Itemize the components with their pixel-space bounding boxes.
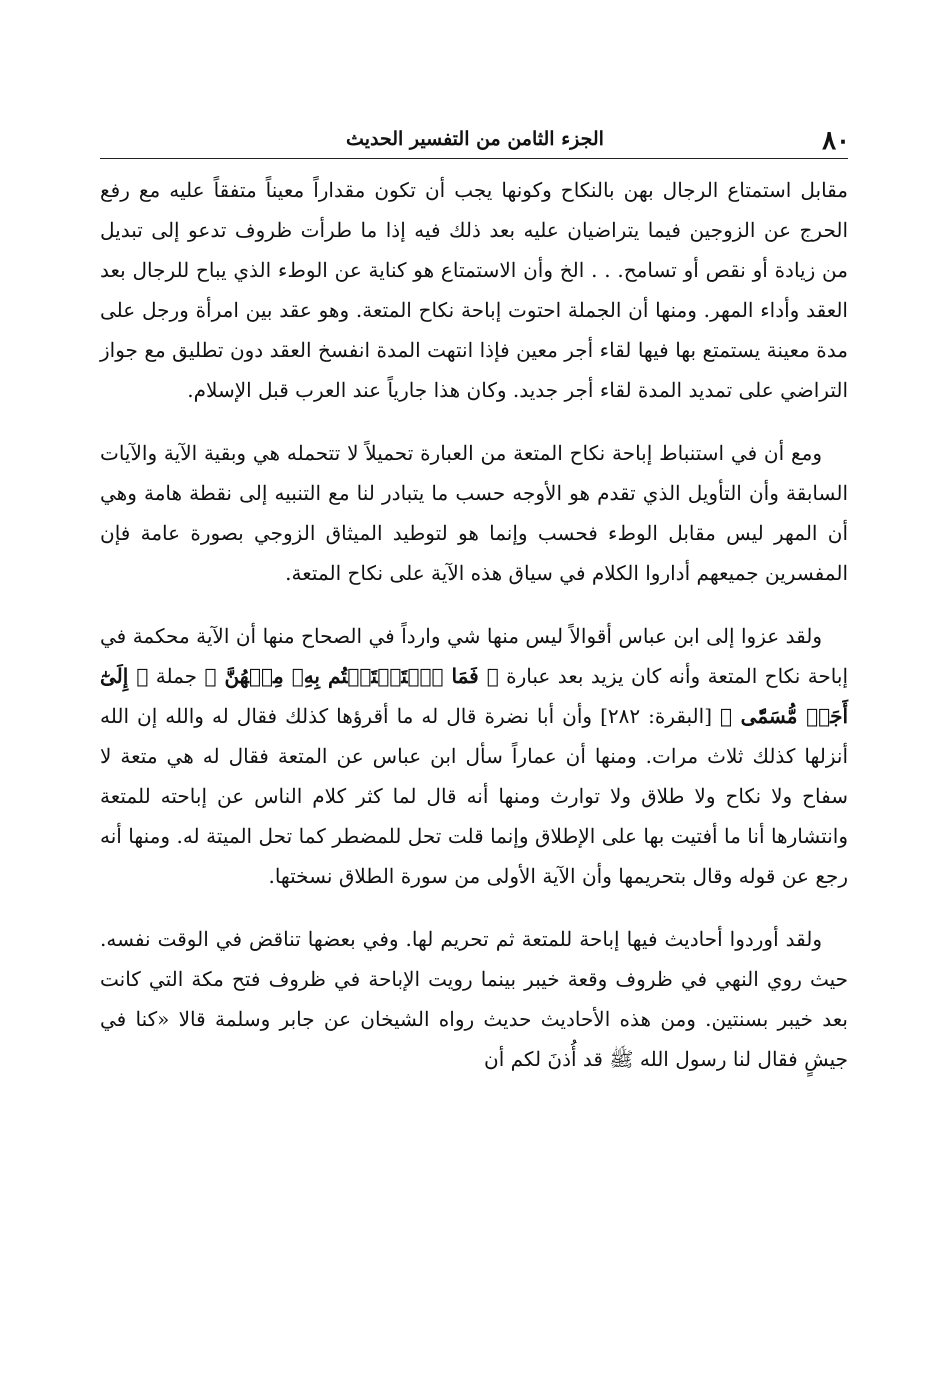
running-title: الجزء الثامن من التفسير الحديث [346,128,604,150]
header-rule [100,158,848,159]
paragraph-text: ومع أن في استنباط إباحة نكاح المتعة من العبارة تحميلاً لا تتحمله هي وبقية الآية والآيات السابقة وأن التأويل الذي تقدم هو الأوجه حسب ما يتبادر لنا مع التنبيه إلى نقطة هامة وهي أن المهر ليس مقابل الوطء فحسب وإنما هو لتوطيد الميثاق الزوجي بصورة عامة فإن المفسرين جميعهم أداروا الكلام في سياق هذه الآية على نكاح المتعة. [100,441,848,585]
paragraph [100,433,848,593]
paragraph [100,170,848,410]
paragraph-text: [البقرة: ٢٨٢] وأن أبا نضرة قال له ما أقرؤها كذلك فقال له والله إن الله أنزلها كذلك ثلاث مرات. ومنها أن عماراً سأل ابن عباس عن المتعة فقال له هي متعة لا سفاح ولا نكاح ولا طلاق ولا توارث ومنها أنه قال لما كثر كلام الناس عن إباحته للمتعة وانتشارها أنا ما أفتيت بها على الإطلاق وإنما قلت تحل للمضطر كما تحل الميتة له. ومنها أنه رجع عن قوله وقال بتحريمها وأن الآية الأولى من سورة الطلاق نسختها. [100,704,848,888]
paragraph-text: ولقد عزوا إلى ابن عباس أقوالاً ليس منها شي وارداً في الصحاح منها أن الآية محكمة في إباحة نكاح المتعة وأنه كان يزيد بعد عبارة [100,624,849,688]
paragraph-text: ولقد أوردوا أحاديث فيها إباحة للمتعة ثم تحريم لها. وفي بعضها تناقض في الوقت نفسه. حيث روي النهي في ظروف وقعة خيبر بينما رويت الإباحة في ظروف فتح مكة التي كانت بعد خيبر بسنتين. ومن هذه الأحاديث حديث رواه الشيخان عن جابر وسلمة قالا «كنا في جيشٍ فقال لنا رسول الله ﷺ قد أُذنَ لكم أن [100,927,848,1071]
paragraph-text: جملة [148,664,205,688]
paragraph [100,919,848,1079]
page-header [100,120,850,160]
page-number: ٨٠ [822,126,850,156]
body-text [100,170,848,1102]
paragraph [100,616,848,896]
quran-quote: ﴿ فَمَا ٱسۡتَمۡتَعۡتُم بِهِۦ مِنۡهُنَّ ﴾ [204,664,499,688]
quran-quote: ﴿ إِلَىٰٓ أَجَلٖ مُّسَمّٗى ﴾ [100,664,849,728]
paragraph-text: مقابل استمتاع الرجال بهن بالنكاح وكونها يجب أن تكون مقداراً معيناً متفقاً عليه مع رفع الحرج عن الزوجين فيما يتراضيان عليه بعد ذلك فيه إذا ما طرأت ظروف تدعو إلى تبديل من زيادة أو نقص أو تسامح. . . الخ وأن الاستمتاع هو كناية عن الوطء الذي يباح للرجال بعد العقد وأداء المهر. ومنها أن الجملة احتوت إباحة نكاح المتعة. وهو عقد بين امرأة ورجل على مدة معينة يستمتع بها فيها لقاء أجر معين فإذا انتهت المدة انفسخ العقد دون تطليق مع جواز التراضي على تمديد المدة لقاء أجر جديد. وكان هذا جارياً عند العرب قبل الإسلام. [100,178,849,402]
